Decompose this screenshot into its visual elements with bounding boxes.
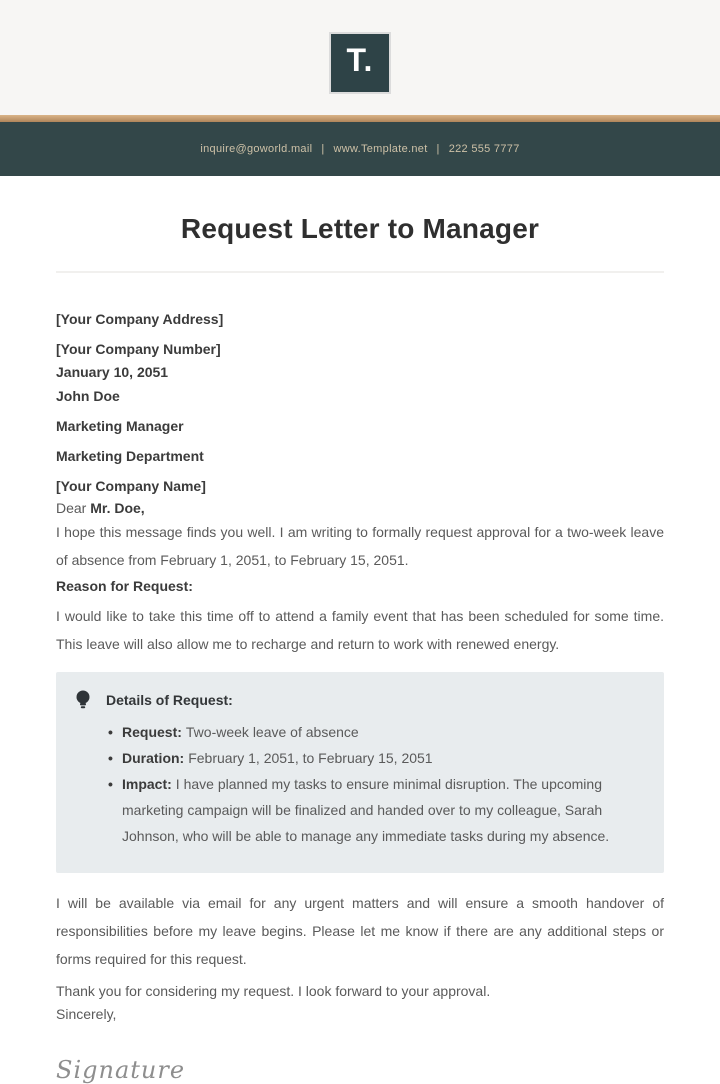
lightbulb-icon [76,690,90,710]
reason-paragraph: I would like to take this time off to attend a family event that has been scheduled for some time. This leave will also allow me to recharge and return to work with renewed energy. [56,608,664,652]
accent-stripe [0,115,720,122]
contact-email: inquire@goworld.mail [200,143,313,155]
company-logo [329,32,391,94]
logo-text: T. [346,42,374,78]
item-label: Impact: [122,776,172,792]
thanks-line: Thank you for considering my request. I look forward to your approval. [56,983,491,999]
recipient-name-line: John Doe [56,388,120,404]
title-divider [56,271,664,273]
details-box-heading: Details of Request: [106,692,233,708]
contact-bar [0,122,720,176]
letterhead-top-band [0,0,720,115]
company-address-line: [Your Company Address] [56,311,224,327]
item-text: I have planned my tasks to ensure minimal disruption. The upcoming marketing campaign will be finalized and handed over to my colleague, Sarah Johnson, who will be able to manage any immediate tasks during my absence. [122,776,610,844]
item-label: Duration: [122,750,185,766]
closing-block [56,980,664,1026]
item-text: Two-week leave of absence [185,724,359,740]
company-number-line: [Your Company Number] [56,341,221,357]
company-name-line: [Your Company Name] [56,478,206,494]
date-line: January 10, 2051 [56,364,169,380]
salutation [56,498,664,518]
contact-separator: | [321,143,325,155]
details-box-header [76,690,640,710]
salutation-name: Mr. Doe, [90,500,145,516]
closing-line: Sincerely, [56,1006,117,1022]
intro-paragraph: I hope this message finds you well. I am writing to formally request approval for a two-week leave of absence from February 1, 2051, to February 15, 2051. [56,524,664,568]
letter-body [0,210,720,1084]
availability-paragraph: I will be available via email for any urgent matters and will ensure a smooth handover of responsibilities before my leave begins. Please let me know if there are any additional steps or forms required for this request. [56,895,664,967]
item-text: February 1, 2051, to February 15, 2051 [188,750,433,766]
contact-separator: | [436,143,440,155]
details-of-request-box [56,672,664,873]
list-item [108,771,640,849]
signature-script: Signature [56,1056,186,1084]
list-item [108,745,640,771]
salutation-prefix: Dear [56,500,91,516]
address-block [56,309,664,518]
contact-phone: 222 555 7777 [448,143,520,155]
letter-title: Request Letter to Manager [180,213,540,244]
recipient-department-line: Marketing Department [56,448,204,464]
contact-website: www.Template.net [333,143,428,155]
item-label: Request: [122,724,182,740]
reason-heading: Reason for Request: [56,578,193,594]
recipient-title-line: Marketing Manager [56,418,184,434]
details-list [108,719,640,849]
list-item [108,719,640,745]
